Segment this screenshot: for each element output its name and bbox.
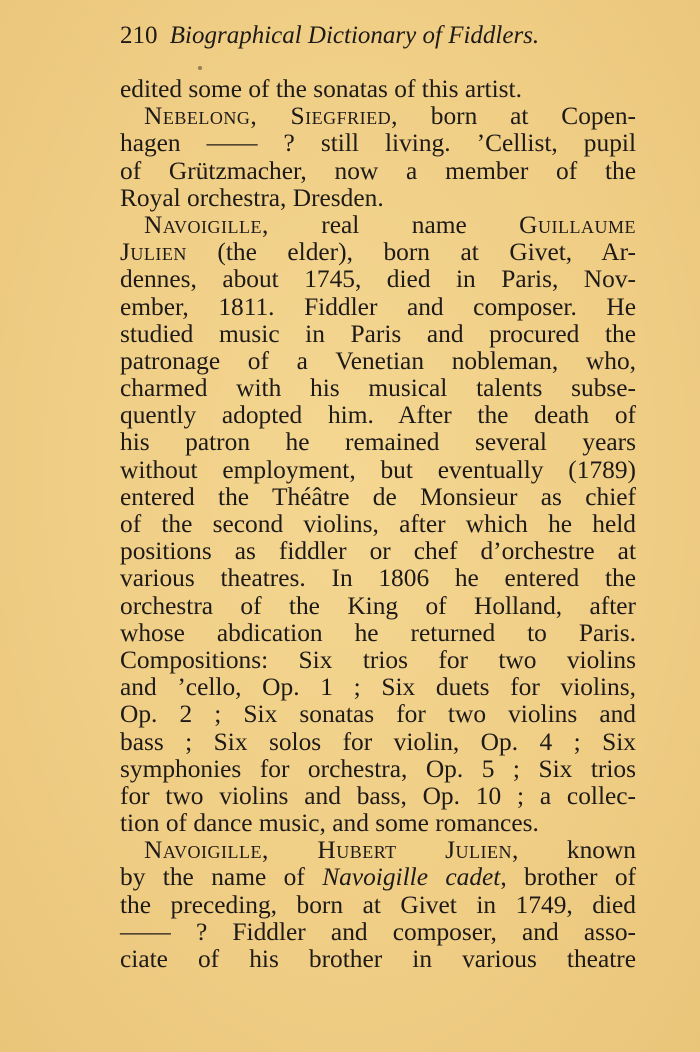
text-line	[120, 130, 636, 157]
line-text: known	[518, 836, 637, 865]
headword: Guillaume	[519, 210, 636, 239]
text-line	[120, 946, 636, 973]
body-text	[120, 76, 636, 973]
text-line	[120, 565, 636, 592]
text-line	[120, 429, 636, 456]
running-title: Biographical Dictionary of Fiddlers.	[169, 22, 540, 49]
line-text: positions as fiddler or chef d’orchestre at	[120, 537, 636, 566]
text-line	[120, 864, 636, 891]
text-line	[120, 620, 636, 647]
text-line	[120, 783, 636, 810]
text-line	[120, 185, 636, 212]
text-line	[120, 484, 636, 511]
line-text: (the elder), born at Givet, Ar-	[186, 238, 636, 267]
line-text: ciate of his brother in various theatre	[120, 945, 636, 973]
line-text: entered the Théâtre de Monsieur as chief	[120, 482, 636, 511]
line-text: various theatres. In 1806 he entered the	[120, 564, 636, 593]
text-line	[120, 321, 636, 348]
text-line	[120, 756, 636, 783]
line-text: symphonies for orchestra, Op. 5 ; Six trios	[120, 754, 636, 783]
ink-speck	[198, 66, 202, 70]
line-text: by the name of	[120, 863, 323, 892]
text-line	[120, 76, 636, 103]
line-text: Op. 2 ; Six sonatas for two violins and	[120, 700, 636, 729]
line-text: charmed with his musical talents subse-	[120, 374, 636, 403]
line-text: real name	[268, 210, 520, 239]
text-line	[120, 538, 636, 565]
line-text: orchestra of the King of Holland, after	[120, 591, 636, 620]
line-text: edited some of the sonatas of this artist.	[120, 75, 522, 103]
text-line	[120, 457, 636, 484]
text-line	[120, 701, 636, 728]
text-line	[120, 892, 636, 919]
page-number: 210	[120, 22, 158, 49]
headword: Nebelong, Siegfried,	[144, 102, 398, 131]
line-text: hagen —— ? still living. ’Cellist, pupil	[120, 129, 636, 158]
text-line	[120, 266, 636, 293]
running-header	[120, 20, 636, 52]
text-line	[120, 158, 636, 185]
line-text: for two violins and bass, Op. 10 ; a collec-	[120, 781, 636, 810]
line-text: ember, 1811. Fiddler and composer. He	[120, 292, 636, 321]
line-text: Compositions: Six trios for two violins	[120, 645, 636, 674]
line-text: born at Copen-	[397, 102, 637, 131]
line-text: without employment, but eventually (1789)	[120, 455, 636, 484]
line-text: studied music in Paris and procured the	[120, 319, 636, 348]
text-line	[120, 810, 636, 837]
text-line	[120, 919, 636, 946]
line-text: of the second violins, after which he held	[120, 510, 636, 538]
headword: Navoigille, Hubert Julien,	[144, 836, 519, 865]
text-line	[120, 511, 636, 538]
text-line	[120, 837, 636, 864]
line-text: whose abdication he returned to Paris.	[120, 618, 636, 647]
line-text: his patron he remained several years	[120, 428, 636, 457]
text-line	[120, 239, 636, 266]
text-line	[120, 103, 636, 130]
line-text: —— ? Fiddler and composer, and asso-	[120, 917, 636, 946]
line-text: and ’cello, Op. 1 ; Six duets for violins,	[120, 673, 636, 702]
line-text: of Grützmacher, now a member of the	[120, 156, 636, 185]
text-line	[120, 593, 636, 620]
text-line	[120, 212, 636, 239]
text-line	[120, 729, 636, 756]
text-line	[120, 375, 636, 402]
line-text: bass ; Six solos for violin, Op. 4 ; Six	[120, 727, 636, 756]
text-line	[120, 348, 636, 375]
line-text: the preceding, born at Givet in 1749, died	[120, 890, 636, 919]
headword: Julien	[120, 238, 187, 267]
line-text: tion of dance music, and some romances.	[120, 809, 539, 838]
text-line	[120, 647, 636, 674]
line-text: Royal orchestra, Dresden.	[120, 183, 384, 212]
line-text: , brother of	[500, 863, 636, 892]
line-text: dennes, about 1745, died in Paris, Nov-	[120, 265, 636, 294]
line-text: quently adopted him. After the death of	[120, 401, 636, 430]
headword: Navoigille,	[144, 210, 269, 239]
line-text: patronage of a Venetian nobleman, who,	[120, 346, 636, 375]
italic-text: Navoigille cadet	[322, 863, 501, 892]
text-line	[120, 674, 636, 701]
text-line	[120, 402, 636, 429]
text-line	[120, 294, 636, 321]
